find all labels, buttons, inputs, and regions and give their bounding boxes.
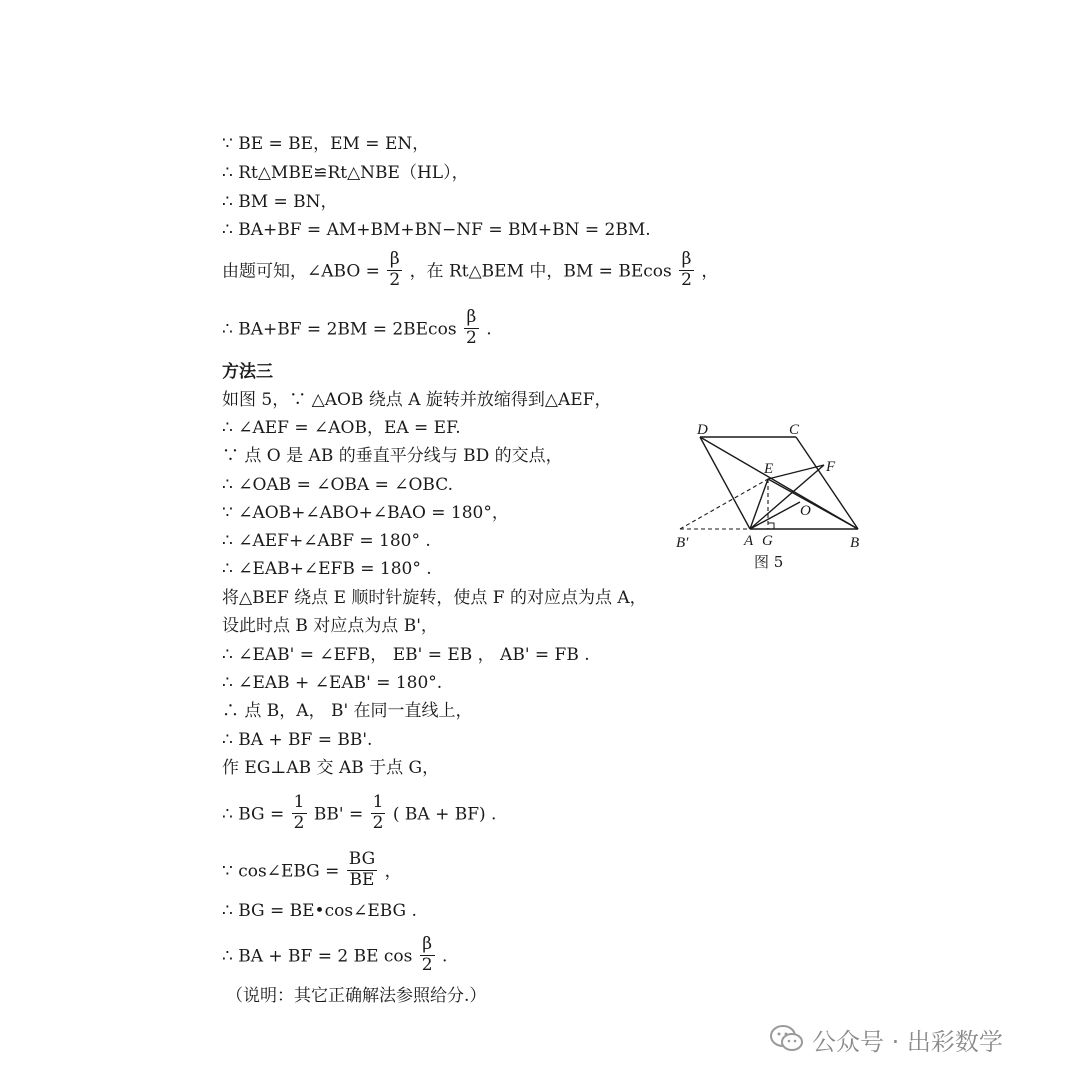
denominator: 2 — [421, 954, 433, 975]
text-segment: 由题可知，∠ABO = — [222, 261, 380, 282]
line-eg-perp: 作 EG⊥AB 交 AB 于点 G， — [222, 758, 440, 778]
text-segment: BB' = — [313, 804, 364, 825]
text-segment: ∴ BA + BF = 2 BE cos — [222, 946, 413, 967]
line-cos-ebg — [222, 849, 402, 892]
line-eab-sum: ∴ ∠EAB + ∠EAB' = 180°. — [222, 673, 443, 693]
fraction-one-half — [292, 793, 307, 833]
text-segment: ∴ BG = — [222, 804, 285, 825]
label-g: G — [762, 533, 773, 549]
line-angle-abo — [222, 249, 719, 292]
line-triangle-sum: ∵ ∠AOB+∠ABO+∠BAO = 180°， — [222, 503, 509, 523]
denominator: 2 — [681, 269, 692, 290]
denominator: BE — [347, 870, 377, 891]
figure-caption: 图 5 — [754, 553, 784, 571]
line-aef: ∴ ∠AEF = ∠AOB，EA = EF. — [222, 418, 461, 438]
wechat-logo-icon — [770, 1024, 804, 1054]
line-aef-abf: ∴ ∠AEF+∠ABF = 180° . — [222, 531, 431, 551]
line-rotation: 如图 5，∵ △AOB 绕点 A 旋转并放缩得到△AEF， — [222, 390, 612, 410]
text-segment: ( BA + BF) . — [392, 804, 497, 825]
line-bm-bn: ∴ BM = BN， — [222, 192, 338, 212]
denominator: 2 — [389, 269, 401, 290]
line-bg-cos: ∴ BG = BE•cos∠EBG . — [222, 901, 417, 921]
numerator: β — [389, 249, 400, 269]
section-heading: 方法三 — [222, 362, 273, 382]
denominator: 2 — [372, 812, 384, 833]
text-segment: . — [486, 319, 492, 340]
line-point-o: ∵ 点 O 是 AB 的垂直平分线与 BD 的交点， — [222, 446, 563, 466]
fraction-one-half — [371, 793, 386, 833]
line-rotate-bef: 将△BEF 绕点 E 顺时针旋转，使点 F 的对应点为点 A， — [222, 588, 647, 608]
line-eab-efb: ∴ ∠EAB+∠EFB = 180° . — [222, 559, 432, 579]
geometry-figure — [660, 415, 880, 580]
fraction-beta-over-2 — [420, 935, 435, 975]
fraction-beta-over-2 — [679, 250, 694, 290]
numerator: BG — [348, 849, 376, 869]
text-segment: . — [442, 946, 448, 967]
watermark — [770, 1022, 1003, 1056]
watermark-text: 公众号 · 出彩数学 — [812, 1027, 1003, 1056]
denominator: 2 — [293, 812, 305, 833]
line-oab: ∴ ∠OAB = ∠OBA = ∠OBC. — [222, 475, 454, 495]
text-segment: ∵ cos∠EBG = — [222, 861, 340, 882]
line-ba-bf-bbprime: ∴ BA + BF = BB'. — [222, 730, 373, 750]
line-given: ∵ BE = BE，EM = EN， — [222, 134, 430, 154]
label-b-prime: B′ — [676, 535, 689, 551]
line-sum: ∴ BA+BF = AM+BM+BN−NF = BM+BN = 2BM. — [222, 220, 651, 240]
label-e: E — [764, 461, 774, 477]
segment-eb — [768, 479, 858, 529]
numerator: β — [681, 249, 692, 269]
line-bg — [222, 792, 497, 835]
line-eab-prime: ∴ ∠EAB' = ∠EFB， EB' = EB ， AB' = FB . — [222, 645, 590, 665]
line-point-bprime: 设此时点 B 对应点为点 B'， — [222, 616, 438, 636]
segment-ao — [750, 502, 800, 529]
numerator: 1 — [372, 792, 384, 812]
text-segment: ， — [384, 861, 402, 882]
fraction-beta-over-2 — [387, 250, 402, 290]
label-a: A — [744, 533, 754, 549]
segment-bprime-e — [680, 479, 768, 529]
line-result-1 — [222, 307, 492, 350]
text-segment: ∴ BA+BF = 2BM = 2BEcos — [222, 319, 457, 340]
label-c: C — [789, 422, 800, 438]
denominator: 2 — [465, 327, 477, 348]
numerator: 1 — [293, 792, 305, 812]
fraction-bg-over-be — [347, 850, 377, 890]
label-d: D — [697, 422, 708, 438]
line-collinear: ∴ 点 B，A， B' 在同一直线上， — [222, 701, 473, 721]
text-segment: ，在 Rt△BEM 中，BM = BEcos — [409, 261, 672, 282]
right-angle-mark — [768, 523, 774, 529]
line-final-result — [222, 934, 448, 977]
line-congruence: ∴ Rt△MBE≌Rt△NBE（HL）， — [222, 163, 469, 183]
label-f: F — [826, 459, 836, 475]
label-o: O — [800, 503, 811, 519]
numerator: β — [422, 934, 433, 954]
numerator: β — [466, 307, 477, 327]
note: （说明：其它正确解法参照给分.） — [226, 986, 487, 1006]
label-b: B — [850, 535, 860, 551]
fraction-beta-over-2 — [464, 308, 479, 348]
text-segment: ， — [701, 261, 719, 282]
